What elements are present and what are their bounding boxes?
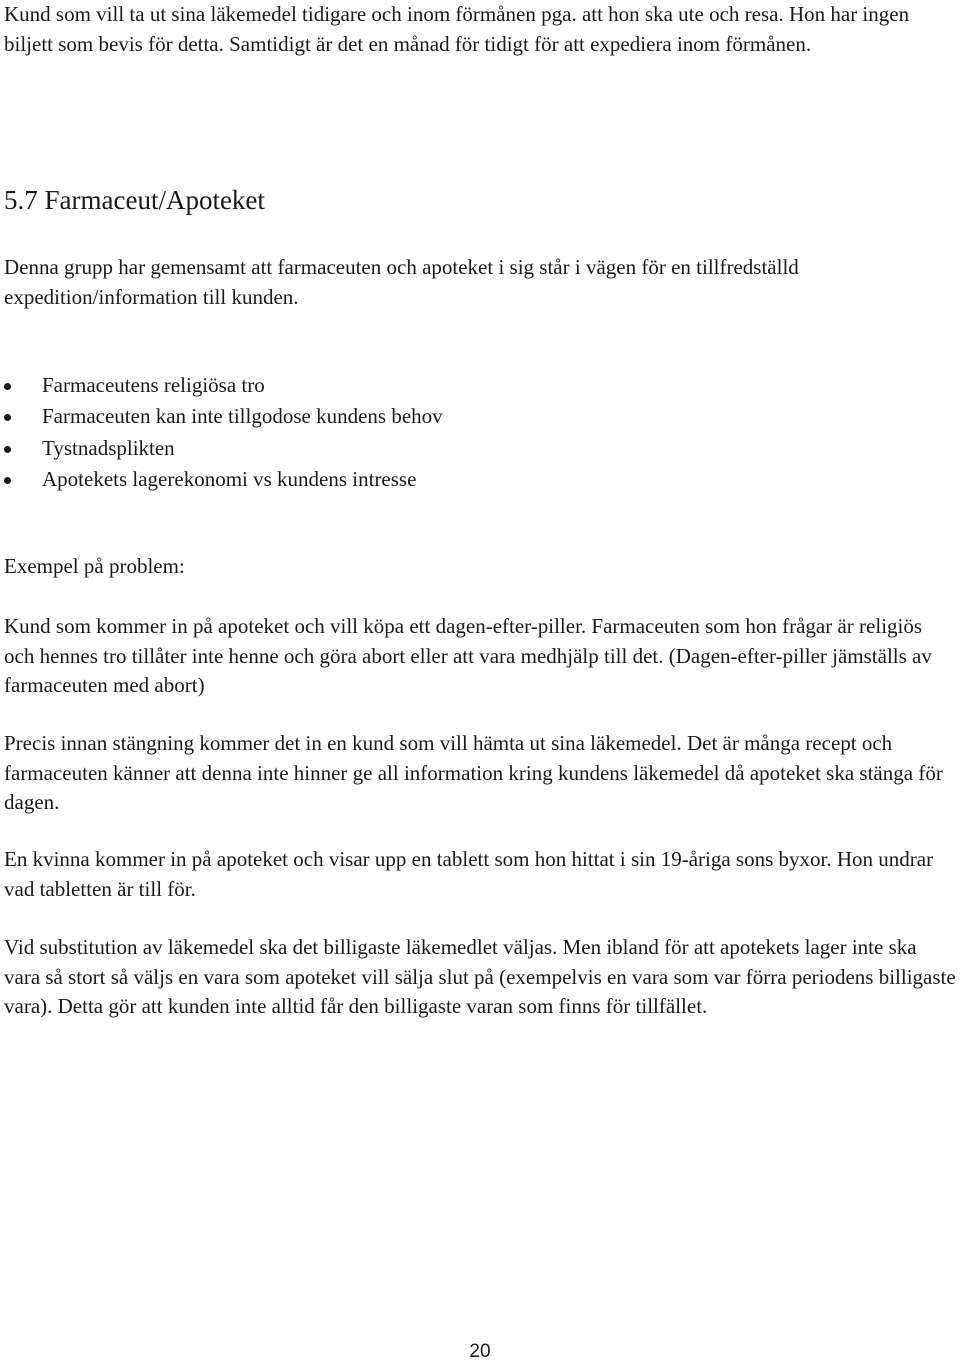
bullet-text: Apotekets lagerekonomi vs kundens intresse <box>42 466 417 491</box>
group-description: Denna grupp har gemensamt att farmaceuten och apoteket i sig står i vägen för en tillfredställd expedition/information till kunden. <box>4 255 799 309</box>
bullet-dot-icon <box>4 446 11 453</box>
example-paragraph: En kvinna kommer in på apoteket och visar upp en tablett som hon hittat i sin 19-åriga sons byxor. Hon undrar vad tabletten är till för. <box>4 847 934 901</box>
bullet-text: Farmaceuten kan inte tillgodose kundens behov <box>42 404 443 429</box>
section-heading: 5.7 Farmaceut/Apoteket <box>4 185 265 215</box>
bullet-item <box>0 401 443 432</box>
example-paragraph: Precis innan stängning kommer det in en kund som vill hämta ut sina läkemedel. Det är många recept och farmaceuten känner att denna inte hinner ge all information kring kundens läkemedel då apoteket ska stänga för dagen. <box>4 731 943 814</box>
example-paragraph: Kund som kommer in på apoteket och vill köpa ett dagen-efter-piller. Farmaceuten som hon frågar är religiös och hennes tro tillåter inte henne och göra abort eller att vara medhjälp till det. (Dagen-efter-piller jämställs av farmaceuten med abort) <box>4 614 932 697</box>
bullet-text: Tystnadsplikten <box>42 435 175 460</box>
bullet-item <box>0 464 443 495</box>
bullet-item <box>0 433 443 464</box>
example-paragraph: Vid substitution av läkemedel ska det billigaste läkemedlet väljas. Men ibland för att apotekets lager inte ska vara så stort så väljs en vara som apoteket vill sälja slut på (exempelvis en vara som var förra periodens billigaste vara). Detta gör att kunden inte alltid får den billigaste varan som finns för tillfället. <box>4 935 956 1018</box>
bullet-dot-icon <box>4 383 11 390</box>
intro-paragraph: Kund som vill ta ut sina läkemedel tidigare och inom förmånen pga. att hon ska ute och resa. Hon har ingen biljett som bevis för detta. Samtidigt är det en månad för tidigt för att expediera inom förmånen. <box>4 2 910 56</box>
page-number: 20 <box>469 1341 491 1362</box>
bullet-list <box>0 370 443 495</box>
bullet-dot-icon <box>4 414 11 421</box>
bullet-item <box>0 370 443 401</box>
example-label: Exempel på problem: <box>4 554 185 578</box>
bullet-dot-icon <box>4 477 11 484</box>
bullet-text: Farmaceutens religiösa tro <box>42 373 265 397</box>
